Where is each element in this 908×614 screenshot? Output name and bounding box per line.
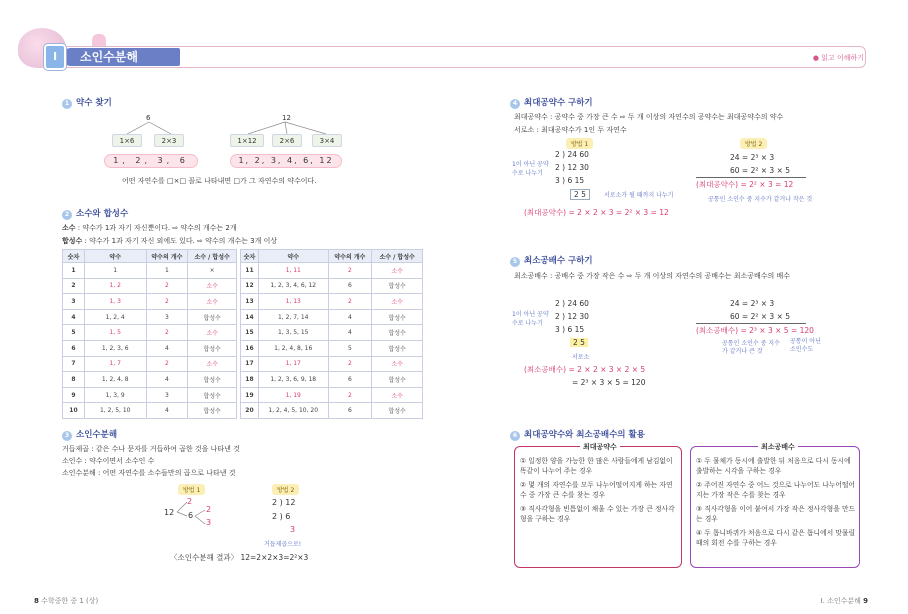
lcm-definition: 최소공배수 : 공배수 중 가장 작은 수 ⇨ 두 개 이상의 자연수의 공배수는 최소공배수의 배수 [514, 272, 791, 280]
coprime-definition: 서로소 : 최대공약수가 1인 두 자연수 [514, 126, 627, 134]
table-row [241, 403, 423, 419]
section-5-title: 5 최소공배수 구하기 [510, 254, 593, 267]
cell-number: 5 [63, 325, 85, 341]
table-row [63, 309, 237, 325]
cell-type: 합성수 [188, 372, 237, 388]
lcm-answer-2: = 2³ × 3 × 5 = 120 [572, 378, 646, 387]
cell-number: 17 [241, 356, 259, 372]
cell-divisors: 1, 19 [258, 387, 328, 403]
tree-factor-a: 2 [187, 497, 193, 506]
cell-type: 합성수 [188, 387, 237, 403]
cell-number: 3 [63, 294, 85, 310]
table-row [63, 387, 237, 403]
tree1-divisors: 1, 2, 3, 6 [104, 154, 198, 168]
cell-divisors: 1, 2, 4 [84, 309, 146, 325]
cell-divisors: 1, 2, 7, 14 [258, 309, 328, 325]
section-3-title: 3 소인수분해 [62, 428, 117, 441]
col-divisor-count: 약수의 개수 [146, 250, 188, 263]
cell-count: 4 [146, 372, 188, 388]
tree-factor-c: 2 [206, 505, 212, 514]
cell-number: 8 [63, 372, 85, 388]
cell-divisors: 1, 7 [84, 356, 146, 372]
left-footer: 8 수학중한 중 1 (상) [34, 597, 99, 605]
cell-count: 2 [328, 387, 372, 403]
cell-count: 4 [328, 309, 372, 325]
gcd-factor-60: 60 = 2² × 3 × 5 [730, 166, 791, 175]
cell-number: 13 [241, 294, 259, 310]
table-row [241, 356, 423, 372]
section-2-title: 2 소수와 합성수 [62, 207, 128, 220]
usage-item: ③ 직사각형을 빈틈없이 채울 수 있는 가장 큰 정사각형을 구하는 경우 [520, 505, 675, 523]
cell-type: 소수 [372, 294, 423, 310]
col-divisor-count: 약수의 개수 [328, 250, 372, 263]
cell-type: 합성수 [188, 403, 237, 419]
cell-type: 합성수 [188, 309, 237, 325]
cell-type: 소수 [188, 278, 237, 294]
method-2-badge: 방법 2 [272, 484, 299, 495]
cell-number: 16 [241, 340, 259, 356]
cell-number: 4 [63, 309, 85, 325]
table-row [63, 294, 237, 310]
section-6-title: 6 최대공약수와 최소공배수의 활용 [510, 428, 645, 441]
lcm-answer-1: (최소공배수) = 2 × 2 × 3 × 2 × 5 [524, 365, 646, 374]
cell-number: 18 [241, 372, 259, 388]
tree1-box-1: 1×6 [112, 134, 142, 147]
cell-divisors: 1, 3 [84, 294, 146, 310]
cell-divisors: 1 [84, 263, 146, 279]
cell-number: 2 [63, 278, 85, 294]
gcd-method-2-badge: 방법 2 [740, 138, 767, 149]
cell-type: 소수 [372, 387, 423, 403]
prime-definition: 소수 : 약수가 1과 자기 자신뿐이다. ⇨ 약수의 개수는 2개 [62, 224, 237, 232]
gcd-factor-note: 공통인 소인수 중 지수가 같거나 작은 것 [708, 196, 813, 203]
cell-type: 소수 [372, 356, 423, 372]
cell-number: 7 [63, 356, 85, 372]
table-row [241, 372, 423, 388]
chapter-title: 소인수분해 [62, 48, 180, 66]
cell-number: 6 [63, 340, 85, 356]
prime-table-left [62, 249, 237, 419]
cell-count: 2 [328, 294, 372, 310]
usage-item: ③ 직사각형을 이어 붙여서 가장 작은 정사각형을 만드는 경우 [696, 505, 856, 523]
cell-divisors: 1, 3, 9 [84, 387, 146, 403]
lcm-factor-note: 공통인 소인수 중 지수가 같거나 큰 것 [722, 340, 780, 355]
cell-number: 20 [241, 403, 259, 419]
col-number: 숫자 [241, 250, 259, 263]
cell-type: 합성수 [372, 372, 423, 388]
cell-divisors: 1, 2, 4, 8, 16 [258, 340, 328, 356]
cell-count: 2 [146, 356, 188, 372]
lcm-factor-60: 60 = 2² × 3 × 5 [730, 312, 791, 321]
gcd-method-1-badge: 방법 1 [566, 138, 593, 149]
gcd-answer: (최대공약수) = 2 × 2 × 3 = 2² × 3 = 12 [524, 208, 669, 217]
composite-definition: 합성수 : 약수가 1과 자기 자신 외에도 있다. ⇨ 약수의 개수는 3개 이상 [62, 237, 278, 245]
table-row [63, 263, 237, 279]
cell-divisors: 1, 2, 3, 6 [84, 340, 146, 356]
section-1-caption: 어떤 자연수를 □×□ 꼴로 나타내면 □가 그 자연수의 약수이다. [122, 177, 317, 185]
cell-count: 5 [328, 340, 372, 356]
prime-factor-definition: 소인수 : 약수이면서 소수인 수 [62, 457, 155, 465]
gcd-definition: 최대공약수 : 공약수 중 가장 큰 수 ⇨ 두 개 이상의 자연수의 공약수는 최대공약수의 약수 [514, 113, 784, 121]
table-row [241, 340, 423, 356]
table-row [63, 356, 237, 372]
cell-divisors: 1, 2, 4, 5, 10, 20 [258, 403, 328, 419]
usage-item: ② 몇 개의 자연수를 모두 나누어떨어지게 하는 자연수 중 가장 큰 수를 찾는 경우 [520, 481, 673, 499]
cell-type: 합성수 [372, 278, 423, 294]
tree-factor-b: 6 [188, 511, 194, 520]
tree2-box-2: 2×6 [272, 134, 302, 147]
cell-divisors: 1, 2, 4, 8 [84, 372, 146, 388]
division-step-3: 3 [290, 525, 296, 534]
cell-count: 4 [146, 340, 188, 356]
col-number: 숫자 [63, 250, 85, 263]
lcm-rule [696, 323, 806, 324]
table-row [63, 403, 237, 419]
lcm-extra-note: 공통이 아닌 소인수도 [790, 338, 821, 353]
cell-type: 소수 [188, 294, 237, 310]
table-row [241, 278, 423, 294]
table-row [241, 387, 423, 403]
cell-divisors: 1, 2 [84, 278, 146, 294]
tree-root: 12 [164, 508, 175, 517]
lcm-div-3: 3 ) 6 15 [555, 325, 585, 334]
cell-count: 2 [146, 294, 188, 310]
col-divisors: 약수 [84, 250, 146, 263]
power-definition: 거듭제곱 : 같은 수나 문자를 거듭하여 곱한 것을 나타낸 것 [62, 445, 240, 453]
factorization-definition: 소인수분해 : 어떤 자연수를 소수들만의 곱으로 나타낸 것 [62, 469, 236, 477]
cell-type: 소수 [188, 356, 237, 372]
tree1-box-2: 2×3 [154, 134, 184, 147]
prime-table-right [240, 249, 423, 419]
cell-number: 10 [63, 403, 85, 419]
cell-count: 2 [328, 356, 372, 372]
col-type: 소수 / 합성수 [372, 250, 423, 263]
col-divisors: 약수 [258, 250, 328, 263]
cell-number: 19 [241, 387, 259, 403]
cell-count: 2 [146, 325, 188, 341]
usage-item: ① 두 물체가 동시에 출발한 뒤 처음으로 다시 동시에 출발하는 시각을 구하는 경우 [696, 457, 851, 475]
table-row [241, 309, 423, 325]
cell-count: 4 [146, 403, 188, 419]
cell-count: 6 [328, 403, 372, 419]
cell-type: 합성수 [188, 340, 237, 356]
section-4-title: 4 최대공약수 구하기 [510, 96, 593, 109]
division-step-1: 2 ) 12 [272, 498, 296, 507]
gcd-usage-head: 최대공약수 [580, 442, 620, 452]
cell-count: 4 [328, 325, 372, 341]
cell-type: 합성수 [372, 309, 423, 325]
cell-count: 1 [146, 263, 188, 279]
table-row [241, 263, 423, 279]
table-row [63, 340, 237, 356]
cell-number: 9 [63, 387, 85, 403]
cell-divisors: 1, 2, 3, 4, 6, 12 [258, 278, 328, 294]
tree1-top: 6 [146, 114, 151, 122]
tree-factor-d: 3 [206, 518, 212, 527]
gcd-div-3: 3 ) 6 15 [555, 176, 585, 185]
usage-item: ① 일정한 양을 가능한 한 많은 사람들에게 남김없이 똑같이 나누어 주는 경우 [520, 457, 673, 475]
lcm-side-note: 1이 아닌 공약수로 나누기 [512, 311, 549, 327]
col-type: 소수 / 합성수 [188, 250, 237, 263]
section-1-title: 1 약수 찾기 [62, 96, 112, 109]
gcd-div-note: 서로소가 될 때까지 나누기 [604, 192, 674, 199]
cell-divisors: 1, 3, 5, 15 [258, 325, 328, 341]
table-row [241, 325, 423, 341]
cell-divisors: 1, 13 [258, 294, 328, 310]
table-row [63, 372, 237, 388]
tree2-divisors: 1, 2, 3, 4, 6, 12 [230, 154, 342, 168]
cell-type: 소수 [188, 325, 237, 341]
cell-divisors: 1, 2, 3, 6, 9, 18 [258, 372, 328, 388]
cell-type: 합성수 [372, 340, 423, 356]
cell-count: 2 [328, 263, 372, 279]
gcd-div-1: 2 ) 24 60 [555, 150, 589, 159]
power-hint: 거듭제곱으로! [264, 541, 302, 548]
cell-number: 15 [241, 325, 259, 341]
right-footer: I. 소인수분해 9 [820, 597, 868, 605]
table-row [241, 294, 423, 310]
cell-count: 2 [146, 278, 188, 294]
gcd-side-note: 1이 아닌 공약수로 나누기 [512, 161, 549, 177]
cell-type: 합성수 [372, 403, 423, 419]
lcm-div-2: 2 ) 12 30 [555, 312, 589, 321]
factorization-result: 〈소인수분해 결과〉 12=2×2×3=2²×3 [170, 553, 309, 562]
division-step-2: 2 ) 6 [272, 512, 291, 521]
gcd-factor-24: 24 = 2³ × 3 [730, 153, 775, 162]
gcd-factor-result: (최대공약수) = 2² × 3 = 12 [696, 180, 794, 189]
cell-number: 11 [241, 263, 259, 279]
tree2-box-1: 1×12 [230, 134, 264, 147]
cell-count: 6 [328, 372, 372, 388]
cell-divisors: 1, 17 [258, 356, 328, 372]
method-1-badge: 방법 1 [178, 484, 205, 495]
usage-item: ② 주어진 자연수 중 어느 것으로 나누어도 나누어떨어지는 가장 작은 수를 찾는 경우 [696, 481, 856, 499]
chapter-number: I [44, 44, 66, 70]
table-row [63, 325, 237, 341]
usage-item: ④ 두 톱니바퀴가 처음으로 다시 같은 톱니에서 맞물릴 때의 회전 수를 구하는 경우 [696, 529, 856, 547]
cell-divisors: 1, 5 [84, 325, 146, 341]
gcd-div-2: 2 ) 12 30 [555, 163, 589, 172]
table-row [63, 278, 237, 294]
lcm-div-1: 2 ) 24 60 [555, 299, 589, 308]
lcm-factor-result: (최소공배수) = 2³ × 3 × 5 = 120 [696, 326, 814, 335]
lcm-div-4: 2 5 [570, 338, 588, 347]
gcd-div-4: 2 5 [570, 189, 590, 200]
gcd-rule [696, 177, 806, 178]
cell-number: 1 [63, 263, 85, 279]
cell-divisors: 1, 2, 5, 10 [84, 403, 146, 419]
cell-count: 6 [328, 278, 372, 294]
tree2-box-3: 3×4 [312, 134, 342, 147]
cell-divisors: 1, 11 [258, 263, 328, 279]
lcm-factor-24: 24 = 2³ × 3 [730, 299, 775, 308]
cell-number: 14 [241, 309, 259, 325]
lcm-div-note: 서로소 [572, 354, 590, 361]
cell-number: 12 [241, 278, 259, 294]
cell-count: 3 [146, 387, 188, 403]
cell-type: 합성수 [372, 325, 423, 341]
cell-type: × [188, 263, 237, 279]
read-understand-link[interactable]: ● 읽고 이해하기 [812, 54, 864, 62]
tree2-top: 12 [282, 114, 291, 122]
lcm-usage-head: 최소공배수 [758, 442, 798, 452]
cell-count: 3 [146, 309, 188, 325]
cell-type: 소수 [372, 263, 423, 279]
